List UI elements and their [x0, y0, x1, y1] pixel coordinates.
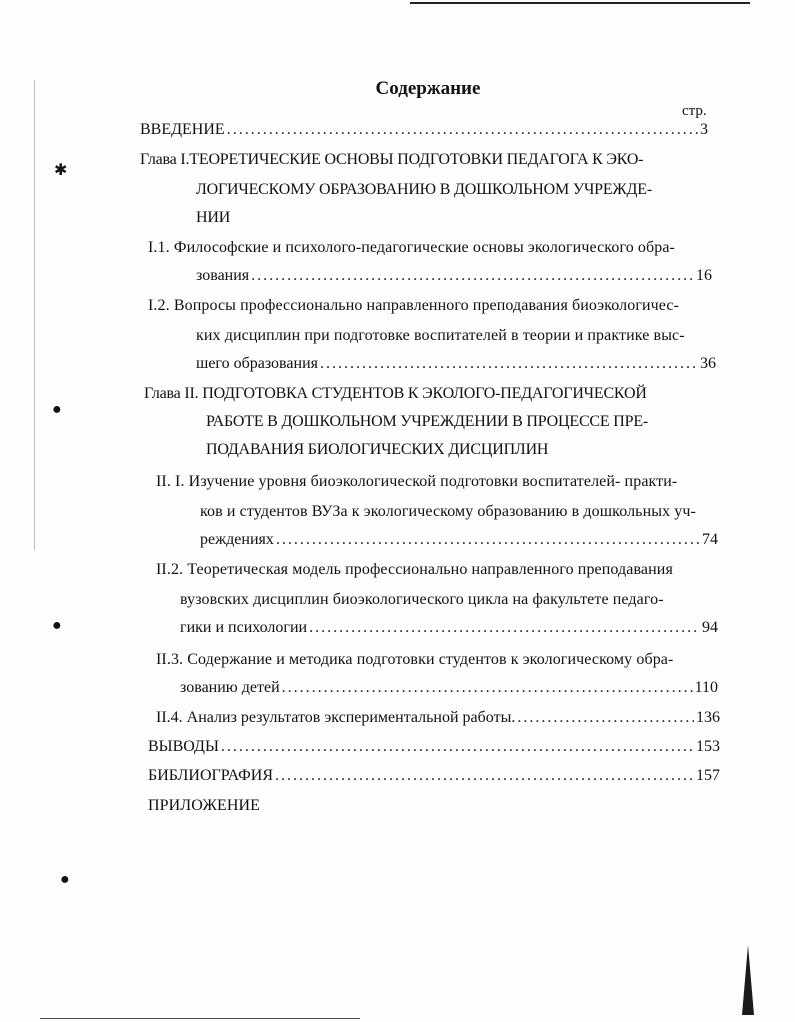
- toc-section-2-1-line-1[interactable]: II. I. Изучение уровня биоэкологической подготовки воспитателей- практи-: [156, 473, 678, 490]
- punch-hole-mark-icon: ●: [60, 871, 70, 888]
- toc-section-2-3-last[interactable]: [180, 678, 718, 698]
- toc-section-1-1-last[interactable]: [196, 266, 712, 286]
- dot-leader: [320, 354, 698, 374]
- toc-section-1-2-line-2[interactable]: ких дисциплин при подготовке воспитателей в теории и практике выс-: [196, 327, 685, 344]
- toc-entry-label: ВЫВОДЫ: [148, 738, 219, 755]
- toc-chapter-2-line-1[interactable]: Глава II. ПОДГОТОВКА СТУДЕНТОВ К ЭКОЛОГО-ПЕДАГОГИЧЕСКОЙ: [144, 385, 647, 402]
- toc-page-number: 157: [696, 767, 720, 784]
- toc-page-number: 94: [702, 619, 718, 636]
- toc-chapter-1-line-3[interactable]: НИИ: [196, 209, 231, 226]
- dot-leader: [517, 708, 694, 728]
- toc-page-number: 136: [696, 709, 720, 726]
- dot-leader: [275, 766, 694, 786]
- toc-page-number: 110: [694, 679, 718, 696]
- toc-page-number: 74: [702, 531, 718, 548]
- toc-section-2-4[interactable]: [156, 708, 720, 728]
- punch-hole-mark-icon: ●: [52, 401, 62, 418]
- toc-page-number: 3: [700, 121, 708, 138]
- toc-entry-label: гики и психологии: [180, 619, 308, 636]
- toc-section-2-3-line-1[interactable]: II.3. Содержание и методика подготовки студентов к экологическому обра-: [156, 651, 674, 668]
- toc-section-1-1-line-1[interactable]: I.1. Философские и психолого-педагогические основы экологического обра-: [148, 239, 675, 256]
- dot-leader: [227, 120, 698, 140]
- toc-section-2-2-line-1[interactable]: II.2. Теоретическая модель профессионально направленного преподавания: [156, 561, 673, 578]
- dot-leader: [309, 618, 700, 638]
- toc-section-2-1-line-2[interactable]: ков и студентов ВУЗа к экологическому образованию в дошкольных уч-: [200, 503, 696, 520]
- toc-section-2-2-line-2[interactable]: вузовских дисциплин биоэкологического цикла на факультете педаго-: [180, 591, 664, 608]
- dot-leader: [282, 678, 693, 698]
- toc-section-1-2-line-1[interactable]: I.2. Вопросы профессионально направленного преподавания биоэкологичес-: [148, 297, 680, 314]
- toc-chapter-2-line-3[interactable]: ПОДАВАНИЯ БИОЛОГИЧЕСКИХ ДИСЦИПЛИН: [206, 441, 549, 458]
- scan-artifact-top-line: [410, 2, 750, 4]
- toc-entry-introduction[interactable]: [140, 120, 708, 140]
- toc-section-2-2-last[interactable]: [180, 618, 718, 638]
- scan-artifact-bottom-line: [40, 1018, 360, 1019]
- dot-leader: [221, 737, 694, 757]
- toc-entry-label: зованию детей: [180, 679, 280, 696]
- punch-hole-mark-icon: ●: [52, 617, 62, 634]
- punch-hole-mark-icon: ✱: [54, 162, 68, 179]
- toc-entry-label: шего образования: [196, 355, 318, 372]
- toc-page-number: 16: [696, 267, 712, 284]
- toc-page-number: 36: [700, 355, 716, 372]
- scan-artifact-left-edge: [34, 80, 35, 550]
- toc-chapter-1-line-1[interactable]: Глава I.ТЕОРЕТИЧЕСКИЕ ОСНОВЫ ПОДГОТОВКИ ПЕДАГОГА К ЭКО-: [140, 151, 644, 168]
- toc-entry-label: реждениях: [200, 531, 274, 548]
- toc-entry-appendix[interactable]: ПРИЛОЖЕНИЕ: [148, 797, 261, 814]
- toc-chapter-2-line-2[interactable]: РАБОТЕ В ДОШКОЛЬНОМ УЧРЕЖДЕНИИ В ПРОЦЕССЕ ПРЕ-: [206, 413, 649, 430]
- scan-artifact-right-mark: [742, 945, 754, 1015]
- toc-entry-label: ВВЕДЕНИЕ: [140, 121, 225, 138]
- page-title: Содержание: [375, 78, 481, 99]
- page-column-label: стр.: [682, 103, 707, 119]
- toc-entry-label: БИБЛИОГРАФИЯ: [148, 767, 274, 784]
- toc-section-1-2-last[interactable]: [196, 354, 716, 374]
- toc-entry-label: зования: [196, 267, 250, 284]
- dot-leader: [251, 266, 694, 286]
- toc-entry-bibliography[interactable]: [148, 766, 720, 786]
- toc-chapter-1-line-2[interactable]: ЛОГИЧЕСКОМУ ОБРАЗОВАНИЮ В ДОШКОЛЬНОМ УЧРЕЖДЕ-: [196, 181, 652, 198]
- dot-leader: [276, 530, 700, 550]
- toc-page-number: 153: [696, 738, 720, 755]
- toc-entry-label: II.4. Анализ результатов экспериментальной работы.: [156, 709, 516, 726]
- toc-entry-conclusions[interactable]: [148, 737, 720, 757]
- toc-section-2-1-last[interactable]: [200, 530, 718, 550]
